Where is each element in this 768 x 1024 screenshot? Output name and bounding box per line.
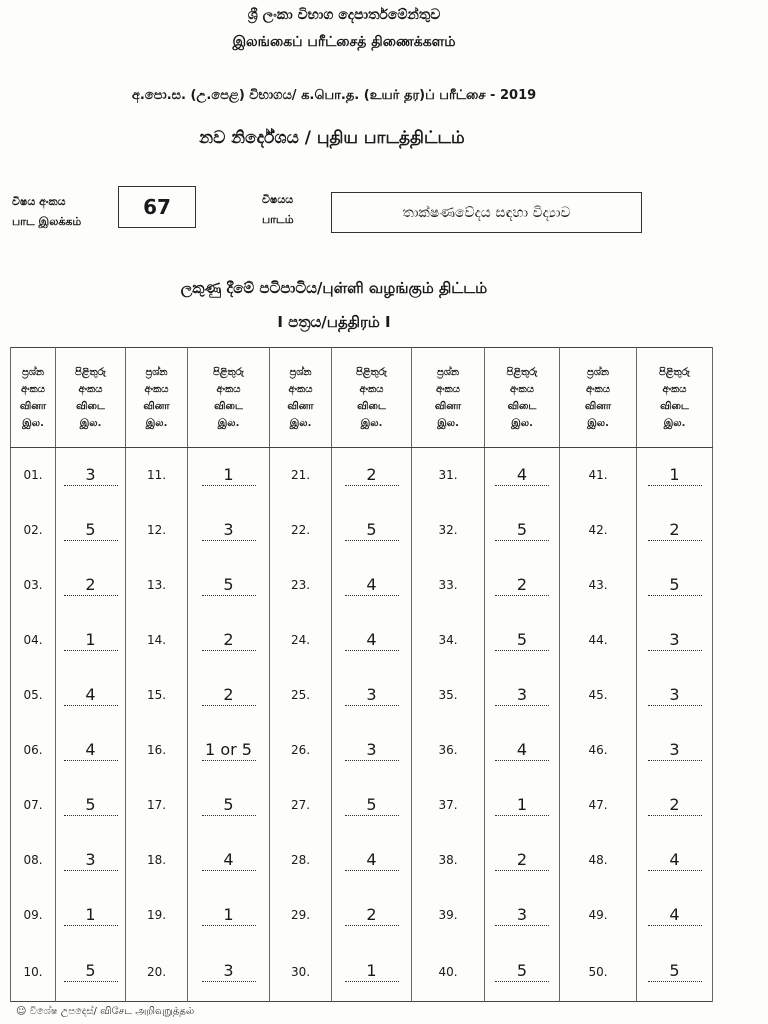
question-number: 44. bbox=[560, 613, 637, 668]
answer-cell bbox=[188, 943, 270, 1002]
column-header-question-no: ප්‍රශ්න අංකය வினா இல. bbox=[11, 348, 56, 448]
answer-value: 5 bbox=[648, 961, 702, 982]
column-header-question-no: ප්‍රශ්න අංකය வினா இல. bbox=[560, 348, 637, 448]
column-header-answer-no: පිළිතුරු අංකය விடை இல. bbox=[332, 348, 412, 448]
question-number: 40. bbox=[412, 943, 485, 1002]
column-header-question-no: ප්‍රශ්න අංකය வினா இல. bbox=[412, 348, 485, 448]
table-header-row bbox=[11, 348, 713, 448]
answer-value: 1 bbox=[345, 961, 399, 982]
answer-value: 2 bbox=[202, 685, 256, 706]
answer-cell bbox=[188, 503, 270, 558]
answer-cell bbox=[637, 943, 713, 1002]
question-number: 50. bbox=[560, 943, 637, 1002]
answer-cell bbox=[485, 778, 560, 833]
subject-number-label-sinhala: විෂය අංකය bbox=[12, 195, 66, 208]
department-name-tamil: இலங்கைப் பரீட்சைத் திணைக்களம் bbox=[232, 34, 456, 50]
question-number: 19. bbox=[126, 888, 188, 943]
answer-value: 2 bbox=[64, 575, 118, 596]
answer-value: 3 bbox=[648, 740, 702, 761]
answer-value: 5 bbox=[64, 520, 118, 541]
question-number: 25. bbox=[270, 668, 332, 723]
question-number: 27. bbox=[270, 778, 332, 833]
question-number: 34. bbox=[412, 613, 485, 668]
column-header-answer-no: පිළිතුරු අංකය விடை இல. bbox=[637, 348, 713, 448]
question-number: 26. bbox=[270, 723, 332, 778]
table-row bbox=[11, 888, 713, 943]
answer-value: 2 bbox=[648, 520, 702, 541]
answer-cell bbox=[188, 448, 270, 503]
answer-value: 3 bbox=[202, 961, 256, 982]
answer-value: 3 bbox=[64, 465, 118, 486]
answer-value: 3 bbox=[202, 520, 256, 541]
table-row bbox=[11, 833, 713, 888]
answer-value: 3 bbox=[345, 740, 399, 761]
answer-cell bbox=[332, 778, 412, 833]
answer-value: 2 bbox=[495, 575, 549, 596]
question-number: 37. bbox=[412, 778, 485, 833]
answer-value: 3 bbox=[648, 685, 702, 706]
answer-value: 4 bbox=[495, 465, 549, 486]
question-number: 33. bbox=[412, 558, 485, 613]
table-row bbox=[11, 943, 713, 1002]
answer-cell bbox=[485, 888, 560, 943]
question-number: 09. bbox=[11, 888, 56, 943]
answer-cell bbox=[485, 833, 560, 888]
column-header-answer-no: පිළිතුරු අංකය விடை இல. bbox=[56, 348, 126, 448]
subject-number-label-tamil: பாட இலக்கம் bbox=[12, 215, 82, 228]
subject-name-box: තාක්ෂණවේදය සඳහා විද්‍යාව bbox=[331, 192, 642, 233]
answer-value: 3 bbox=[495, 905, 549, 926]
answer-cell bbox=[485, 668, 560, 723]
table-row bbox=[11, 613, 713, 668]
answer-table bbox=[10, 347, 713, 1002]
answer-cell bbox=[485, 943, 560, 1002]
table-body bbox=[11, 448, 713, 1002]
question-number: 42. bbox=[560, 503, 637, 558]
table-row bbox=[11, 723, 713, 778]
answer-value: 1 bbox=[495, 795, 549, 816]
question-number: 16. bbox=[126, 723, 188, 778]
question-number: 18. bbox=[126, 833, 188, 888]
table-row bbox=[11, 558, 713, 613]
answer-value: 4 bbox=[648, 850, 702, 871]
question-number: 03. bbox=[11, 558, 56, 613]
subject-number-label bbox=[12, 192, 81, 232]
answer-value: 2 bbox=[202, 630, 256, 651]
question-number: 31. bbox=[412, 448, 485, 503]
question-number: 01. bbox=[11, 448, 56, 503]
answer-cell bbox=[188, 888, 270, 943]
column-header-answer-no: පිළිතුරු අංකය விடை இல. bbox=[188, 348, 270, 448]
answer-value: 4 bbox=[64, 740, 118, 761]
answer-value: 5 bbox=[202, 575, 256, 596]
answer-value: 1 bbox=[64, 630, 118, 651]
answer-cell bbox=[188, 668, 270, 723]
answer-cell bbox=[56, 723, 126, 778]
answer-cell bbox=[637, 833, 713, 888]
subject-name-label-tamil: பாடம் bbox=[262, 213, 294, 226]
answer-cell bbox=[637, 558, 713, 613]
question-number: 48. bbox=[560, 833, 637, 888]
column-header-question-no: ප්‍රශ්න අංකය வினா இல. bbox=[126, 348, 188, 448]
answer-cell bbox=[56, 503, 126, 558]
answer-cell bbox=[332, 888, 412, 943]
answer-value: 5 bbox=[495, 520, 549, 541]
answer-value: 1 bbox=[202, 465, 256, 486]
syllabus-label: නව නිර්දේශය / புதிய பாடத்திட்டம் bbox=[199, 128, 465, 148]
answer-cell bbox=[188, 613, 270, 668]
answer-value: 3 bbox=[495, 685, 549, 706]
answer-cell bbox=[188, 833, 270, 888]
answer-value: 2 bbox=[495, 850, 549, 871]
answer-cell bbox=[332, 448, 412, 503]
answer-cell bbox=[188, 723, 270, 778]
question-number: 13. bbox=[126, 558, 188, 613]
answer-value: 2 bbox=[345, 905, 399, 926]
question-number: 02. bbox=[11, 503, 56, 558]
answer-cell bbox=[332, 503, 412, 558]
question-number: 11. bbox=[126, 448, 188, 503]
question-number: 41. bbox=[560, 448, 637, 503]
question-number: 49. bbox=[560, 888, 637, 943]
answer-value: 4 bbox=[648, 905, 702, 926]
question-number: 17. bbox=[126, 778, 188, 833]
answer-cell bbox=[637, 668, 713, 723]
answer-value: 5 bbox=[345, 795, 399, 816]
question-number: 20. bbox=[126, 943, 188, 1002]
answer-value: 3 bbox=[345, 685, 399, 706]
answer-cell bbox=[637, 448, 713, 503]
answer-cell bbox=[637, 888, 713, 943]
answer-cell bbox=[56, 448, 126, 503]
question-number: 15. bbox=[126, 668, 188, 723]
answer-value: 4 bbox=[64, 685, 118, 706]
answer-value: 4 bbox=[202, 850, 256, 871]
answer-value: 1 bbox=[648, 465, 702, 486]
answer-cell bbox=[56, 613, 126, 668]
answer-cell bbox=[56, 668, 126, 723]
department-name-sinhala: ශ්‍රී ලංකා විභාග දෙපාර්තමේන්තුව bbox=[247, 7, 441, 23]
question-number: 35. bbox=[412, 668, 485, 723]
answer-value: 5 bbox=[64, 961, 118, 982]
table-row bbox=[11, 778, 713, 833]
answer-value: 4 bbox=[345, 575, 399, 596]
special-instructions-note: ☺ විශේෂ උපදෙස්/ விசேட அறிவுறுத்தல் bbox=[16, 1006, 195, 1017]
question-number: 22. bbox=[270, 503, 332, 558]
answer-value: 4 bbox=[495, 740, 549, 761]
question-number: 08. bbox=[11, 833, 56, 888]
answer-value: 3 bbox=[64, 850, 118, 871]
answer-cell bbox=[332, 613, 412, 668]
question-number: 04. bbox=[11, 613, 56, 668]
answer-value: 3 bbox=[648, 630, 702, 651]
subject-number-box: 67 bbox=[118, 186, 196, 228]
answer-value: 1 bbox=[64, 905, 118, 926]
question-number: 07. bbox=[11, 778, 56, 833]
answer-value: 1 bbox=[202, 905, 256, 926]
question-number: 21. bbox=[270, 448, 332, 503]
answer-cell bbox=[332, 668, 412, 723]
answer-value: 1 or 5 bbox=[202, 740, 256, 761]
answer-cell bbox=[332, 723, 412, 778]
subject-name-label bbox=[262, 190, 294, 230]
answer-cell bbox=[56, 558, 126, 613]
question-number: 36. bbox=[412, 723, 485, 778]
answer-value: 4 bbox=[345, 850, 399, 871]
answer-value: 5 bbox=[648, 575, 702, 596]
question-number: 43. bbox=[560, 558, 637, 613]
table-row bbox=[11, 448, 713, 503]
table-row bbox=[11, 503, 713, 558]
answer-value: 5 bbox=[495, 961, 549, 982]
answer-cell bbox=[56, 778, 126, 833]
answer-value: 4 bbox=[345, 630, 399, 651]
question-number: 12. bbox=[126, 503, 188, 558]
question-number: 30. bbox=[270, 943, 332, 1002]
answer-cell bbox=[332, 833, 412, 888]
answer-cell bbox=[485, 613, 560, 668]
answer-cell bbox=[637, 778, 713, 833]
question-number: 23. bbox=[270, 558, 332, 613]
answer-value: 2 bbox=[648, 795, 702, 816]
subject-name-label-sinhala: විෂයය bbox=[262, 193, 294, 206]
question-number: 32. bbox=[412, 503, 485, 558]
answer-cell bbox=[188, 558, 270, 613]
paper-title: I පත්‍රය/பத்திரம் I bbox=[277, 313, 391, 331]
table-row bbox=[11, 668, 713, 723]
answer-cell bbox=[485, 503, 560, 558]
answer-cell bbox=[637, 613, 713, 668]
question-number: 05. bbox=[11, 668, 56, 723]
question-number: 45. bbox=[560, 668, 637, 723]
question-number: 47. bbox=[560, 778, 637, 833]
answer-value: 5 bbox=[64, 795, 118, 816]
answer-cell bbox=[332, 943, 412, 1002]
answer-cell bbox=[332, 558, 412, 613]
answer-cell bbox=[188, 778, 270, 833]
answer-cell bbox=[485, 448, 560, 503]
answer-cell bbox=[637, 723, 713, 778]
column-header-answer-no: පිළිතුරු අංකය விடை இல. bbox=[485, 348, 560, 448]
answer-cell bbox=[485, 723, 560, 778]
answer-cell bbox=[56, 888, 126, 943]
column-header-question-no: ප්‍රශ්න අංකය வினா இல. bbox=[270, 348, 332, 448]
question-number: 28. bbox=[270, 833, 332, 888]
answer-value: 5 bbox=[495, 630, 549, 651]
question-number: 14. bbox=[126, 613, 188, 668]
answer-cell bbox=[56, 833, 126, 888]
answer-value: 5 bbox=[202, 795, 256, 816]
question-number: 29. bbox=[270, 888, 332, 943]
answer-cell bbox=[56, 943, 126, 1002]
question-number: 06. bbox=[11, 723, 56, 778]
answer-value: 5 bbox=[345, 520, 399, 541]
marking-scheme-title: ලකුණු දීමේ පටිපාටිය/புள்ளி வழங்கும் திட்டம் bbox=[180, 279, 488, 297]
answer-cell bbox=[637, 503, 713, 558]
question-number: 10. bbox=[11, 943, 56, 1002]
answer-cell bbox=[485, 558, 560, 613]
question-number: 39. bbox=[412, 888, 485, 943]
question-number: 24. bbox=[270, 613, 332, 668]
answer-value: 2 bbox=[345, 465, 399, 486]
question-number: 46. bbox=[560, 723, 637, 778]
question-number: 38. bbox=[412, 833, 485, 888]
exam-title: අ.පො.ස. (උ.පෙළ) විභාගය/ க.பொ.த. (உயர் தர)ப் பரீட்சை - 2019 bbox=[131, 88, 537, 103]
